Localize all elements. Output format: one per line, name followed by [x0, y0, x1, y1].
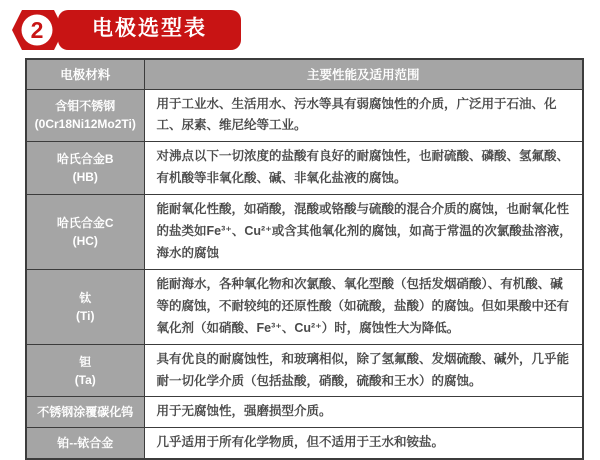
table-row: [26, 142, 583, 195]
table-row: [26, 428, 583, 459]
table-row: [26, 195, 583, 270]
material-name: 含钼不锈钢: [55, 99, 116, 114]
material-name: 钽: [79, 354, 92, 369]
material-cell: [26, 269, 144, 344]
performance-cell: 用于工业水、生活用水、污水等具有弱腐蚀性的介质，广泛用于石油、化工、尿素、维尼纶等工业。: [144, 89, 583, 142]
column-header-material: 电极材料: [26, 59, 144, 89]
table-row: [26, 397, 583, 428]
table-row: [26, 89, 583, 142]
performance-cell: 具有优良的耐腐蚀性，和玻璃相似，除了氢氟酸、发烟硫酸、碱外，几乎能耐一切化学介质（包括盐酸，硝酸，硫酸和王水）的腐蚀。: [144, 344, 583, 397]
electrode-selection-table: [25, 58, 584, 460]
performance-cell: 对沸点以下一切浓度的盐酸有良好的耐腐蚀性，也耐硫酸、磷酸、氢氟酸、有机酸等非氧化酸、碱、非氧化盐液的腐蚀。: [144, 142, 583, 195]
material-code: (HB): [72, 170, 98, 185]
hexagon-badge-icon: [8, 6, 66, 54]
table-body: [26, 89, 583, 459]
performance-cell: 能耐氧化性酸，如硝酸，混酸或铬酸与硫酸的混合介质的腐蚀，也耐氧化性的盐类如Fe³⁺、Cu²⁺或含其他氧化剂的腐蚀，如高于常温的次氯酸盐溶液，海水的腐蚀: [144, 195, 583, 270]
table-row: [26, 344, 583, 397]
column-header-performance: 主要性能及适用范围: [144, 59, 583, 89]
table-row: [26, 269, 583, 344]
table-header-row: [26, 59, 583, 89]
material-cell: [26, 344, 144, 397]
material-cell: [26, 397, 144, 428]
material-name: 哈氏合金B: [56, 152, 114, 167]
material-code: (HC): [72, 233, 98, 248]
material-cell: [26, 195, 144, 270]
badge-number: 2: [30, 17, 44, 43]
performance-cell: 能耐海水，各种氧化物和次氯酸、氧化型酸（包括发烟硝酸）、有机酸、碱等的腐蚀，不耐较纯的还原性酸（如硫酸，盐酸）的腐蚀。但如果酸中还有氧化剂（如硝酸、Fe³⁺、Cu²⁺）时，腐蚀性大为降低。: [144, 269, 583, 344]
material-cell: [26, 428, 144, 459]
performance-cell: 几乎适用于所有化学物质，但不适用于王水和铵盐。: [144, 428, 583, 459]
material-cell: [26, 89, 144, 142]
material-name: 铂--铱合金: [57, 436, 114, 451]
material-name: 不锈钢涂覆碳化钨: [37, 405, 134, 420]
material-code: (0Cr18Ni12Mo2Ti): [34, 117, 136, 132]
page-header: [8, 6, 241, 54]
material-code: (Ta): [74, 372, 96, 387]
table: [25, 58, 584, 460]
section-number-badge: [8, 6, 66, 54]
page-title: 电极选型表: [58, 10, 241, 49]
material-name: 哈氏合金C: [56, 215, 114, 230]
material-name: 钛: [79, 290, 92, 305]
material-code: (Ti): [76, 308, 95, 323]
performance-cell: 用于无腐蚀性，强磨损型介质。: [144, 397, 583, 428]
material-cell: [26, 142, 144, 195]
